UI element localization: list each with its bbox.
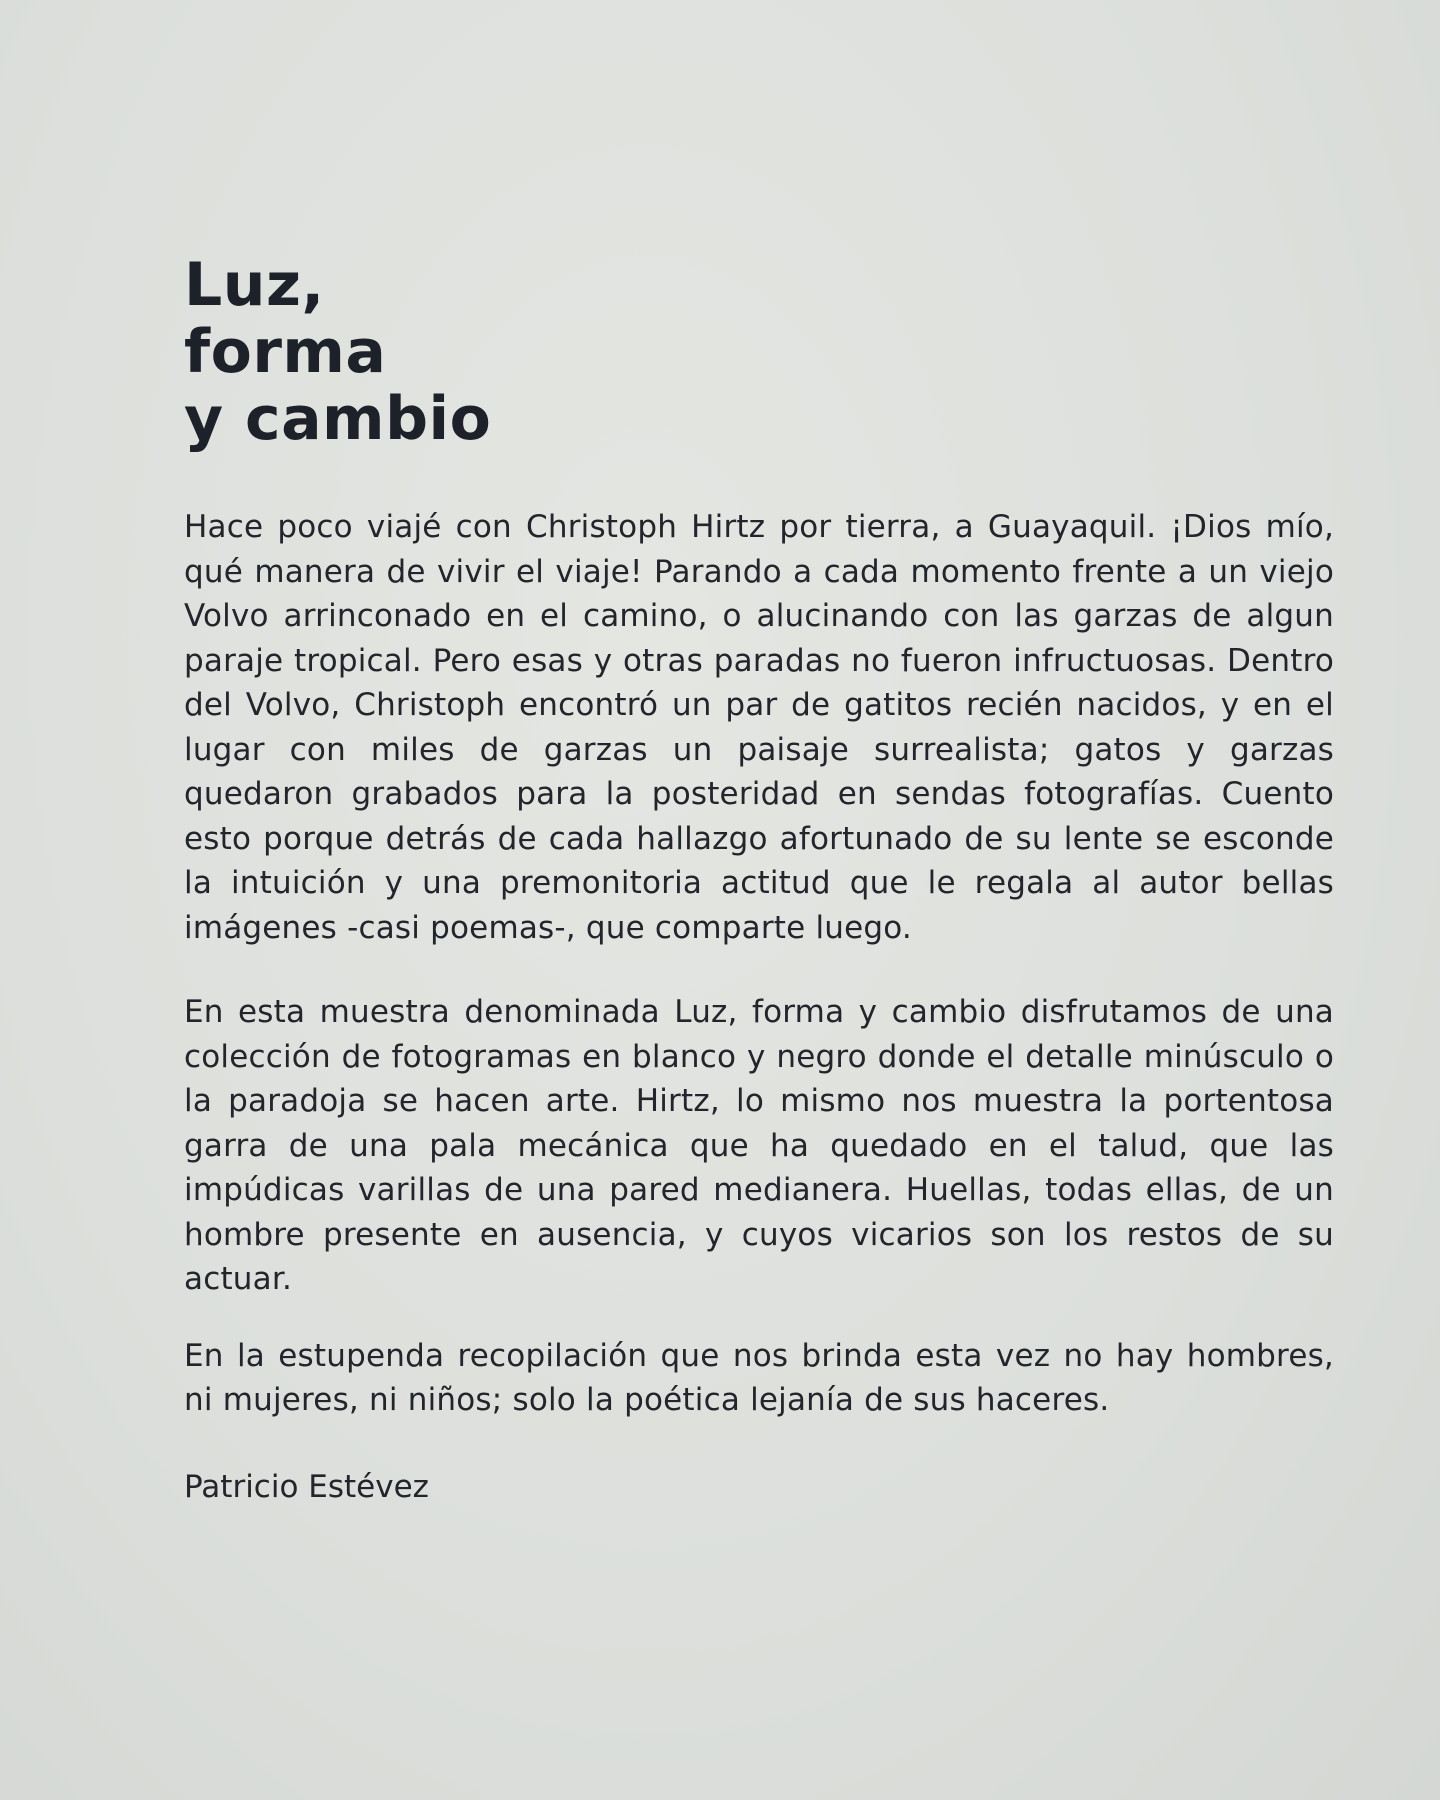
body-paragraph: En la estupenda recopilación que nos brinda esta vez no hay hombres, ni mujeres, ni niños; solo la poética lejanía de sus haceres. (184, 1337, 1334, 1418)
wall-text-panel (184, 252, 1334, 1509)
title-line: Luz, (184, 250, 325, 320)
body-paragraph: En esta muestra denominada Luz, forma y cambio disfrutamos de una colección de fotogramas en blanco y negro donde el detalle minúsculo o la paradoja se hacen arte. Hirtz, lo mismo nos muestra la portentosa garra de una pala mecánica que ha quedado en el talud, que las impúdicas varillas de una pared medianera. Huellas, todas ellas, de un hombre presente en ausencia, y cuyos vicarios son los restos de su actuar. (184, 994, 1334, 1297)
body-paragraph: Hace poco viajé con Christoph Hirtz por tierra, a Guayaquil. ¡Dios mío, qué manera de vivir el viaje! Parando a cada momento frente a un viejo Volvo arrinconado en el camino, o alucinando con las garzas de algun paraje tropical. Pero esas y otras paradas no fueron infructuosas. Dentro del Volvo, Christoph encontró un par de gatitos recién nacidos, y en el lugar con miles de garzas un paisaje surrealista; gatos y garzas quedaron grabados para la posteridad en sendas fotografías. Cuento esto porque detrás de cada hallazgo afortunado de su lente se esconde la intuición y una premonitoria actitud que le regala al autor bellas imágenes -casi poemas-, que comparte luego. (184, 509, 1334, 946)
title-line: forma (184, 317, 387, 387)
exhibition-title (184, 252, 1334, 453)
title-line: y cambio (184, 384, 492, 454)
author-signature: Patricio Estévez (184, 1468, 429, 1505)
